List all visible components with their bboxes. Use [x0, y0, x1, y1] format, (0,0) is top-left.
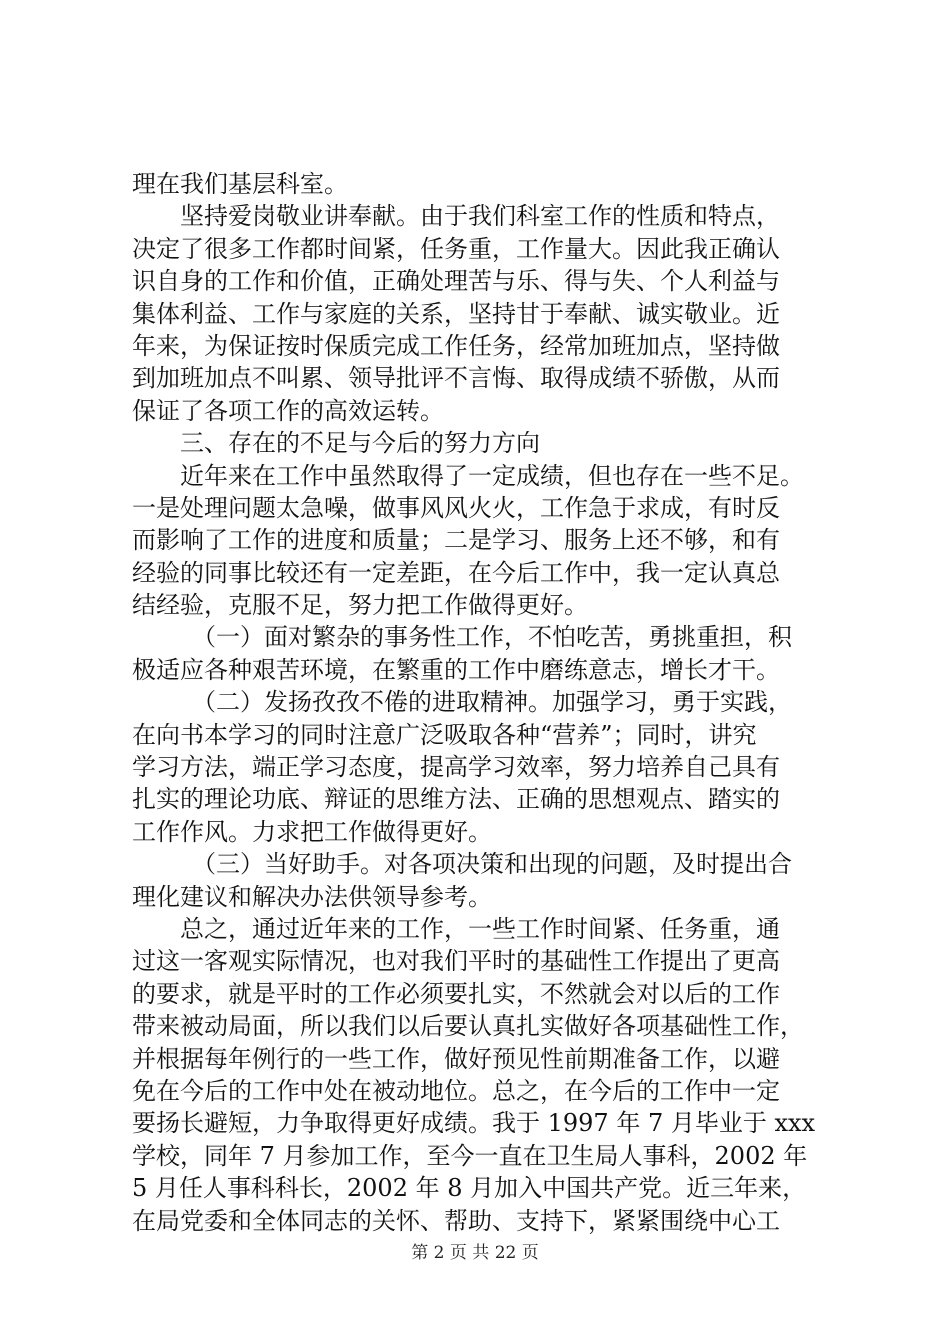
text-line: 总之，通过近年来的工作，一些工作时间紧、任务重，通 [180, 914, 780, 943]
text-line: 学校，同年 7 月参加工作，至今一直在卫生局人事科，2002 年 [132, 1141, 808, 1170]
text-line: 结经验，克服不足，努力把工作做得更好。 [132, 591, 588, 620]
text-line: 要扬长避短，力争取得更好成绩。我于 1997 年 7 月毕业于 xxx [132, 1109, 816, 1138]
text-line: （一）面对繁杂的事务性工作，不怕吃苦，勇挑重担，积 [192, 623, 792, 652]
text-line: 并根据每年例行的一些工作，做好预见性前期准备工作，以避 [132, 1044, 780, 1073]
text-line: 年来，为保证按时保质完成工作任务，经常加班加点，坚持做 [132, 331, 780, 360]
page-number-footer: 第 2 页 共 22 页 [411, 1243, 539, 1263]
text-line: 过这一客观实际情况，也对我们平时的基础性工作提出了更高 [132, 947, 780, 976]
text-line: 集体利益、工作与家庭的关系，坚持甘于奉献、诚实敬业。近 [132, 299, 780, 328]
text-line: 到加班加点不叫累、领导批评不言悔、取得成绩不骄傲，从而 [132, 364, 780, 393]
text-line: 5 月任人事科科长，2002 年 8 月加入中国共产党。近三年来， [132, 1174, 807, 1203]
text-line: 工作作风。力求把工作做得更好。 [132, 817, 492, 846]
text-line: 理在我们基层科室。 [132, 170, 348, 198]
text-line: 的要求，就是平时的工作必须要扎实，不然就会对以后的工作 [132, 979, 780, 1008]
text-line: 近年来在工作中虽然取得了一定成绩，但也存在一些不足。 [180, 461, 804, 490]
text-line: 学习方法，端正学习态度，提高学习效率，努力培养自己具有 [132, 753, 780, 782]
text-line: 而影响了工作的进度和质量；二是学习、服务上还不够，和有 [132, 526, 780, 555]
text-line: 坚持爱岗敬业讲奉献。由于我们科室工作的性质和特点， [180, 202, 780, 231]
text-line: 在局党委和全体同志的关怀、帮助、支持下，紧紧围绕中心工 [132, 1206, 780, 1235]
text-line: 极适应各种艰苦环境，在繁重的工作中磨练意志，增长才干。 [132, 655, 780, 684]
text-line: 扎实的理论功底、辩证的思维方法、正确的思想观点、踏实的 [132, 785, 780, 814]
text-line: 决定了很多工作都时间紧，任务重，工作量大。因此我正确认 [132, 234, 780, 263]
text-line: （二）发扬孜孜不倦的进取精神。加强学习，勇于实践， [192, 688, 792, 717]
text-line: 带来被动局面，所以我们以后要认真扎实做好各项基础性工作， [132, 1012, 804, 1041]
text-line: 经验的同事比较还有一定差距，在今后工作中，我一定认真总 [132, 558, 780, 587]
text-line: 在向书本学习的同时注意广泛吸取各种“营养”；同时，讲究 [132, 720, 757, 749]
text-line: 一是处理问题太急噪，做事风风火火，工作急于求成，有时反 [132, 493, 780, 522]
text-line: 保证了各项工作的高效运转。 [132, 396, 444, 425]
document-body [132, 168, 832, 1237]
text-line: （三）当好助手。对各项决策和出现的问题，及时提出合 [192, 850, 792, 879]
section-heading: 三、存在的不足与今后的努力方向 [180, 429, 540, 458]
text-line: 免在今后的工作中处在被动地位。总之，在今后的工作中一定 [132, 1076, 780, 1105]
text-line: 理化建议和解决办法供领导参考。 [132, 882, 492, 911]
text-line: 识自身的工作和价值，正确处理苦与乐、得与失、个人利益与 [132, 267, 780, 296]
